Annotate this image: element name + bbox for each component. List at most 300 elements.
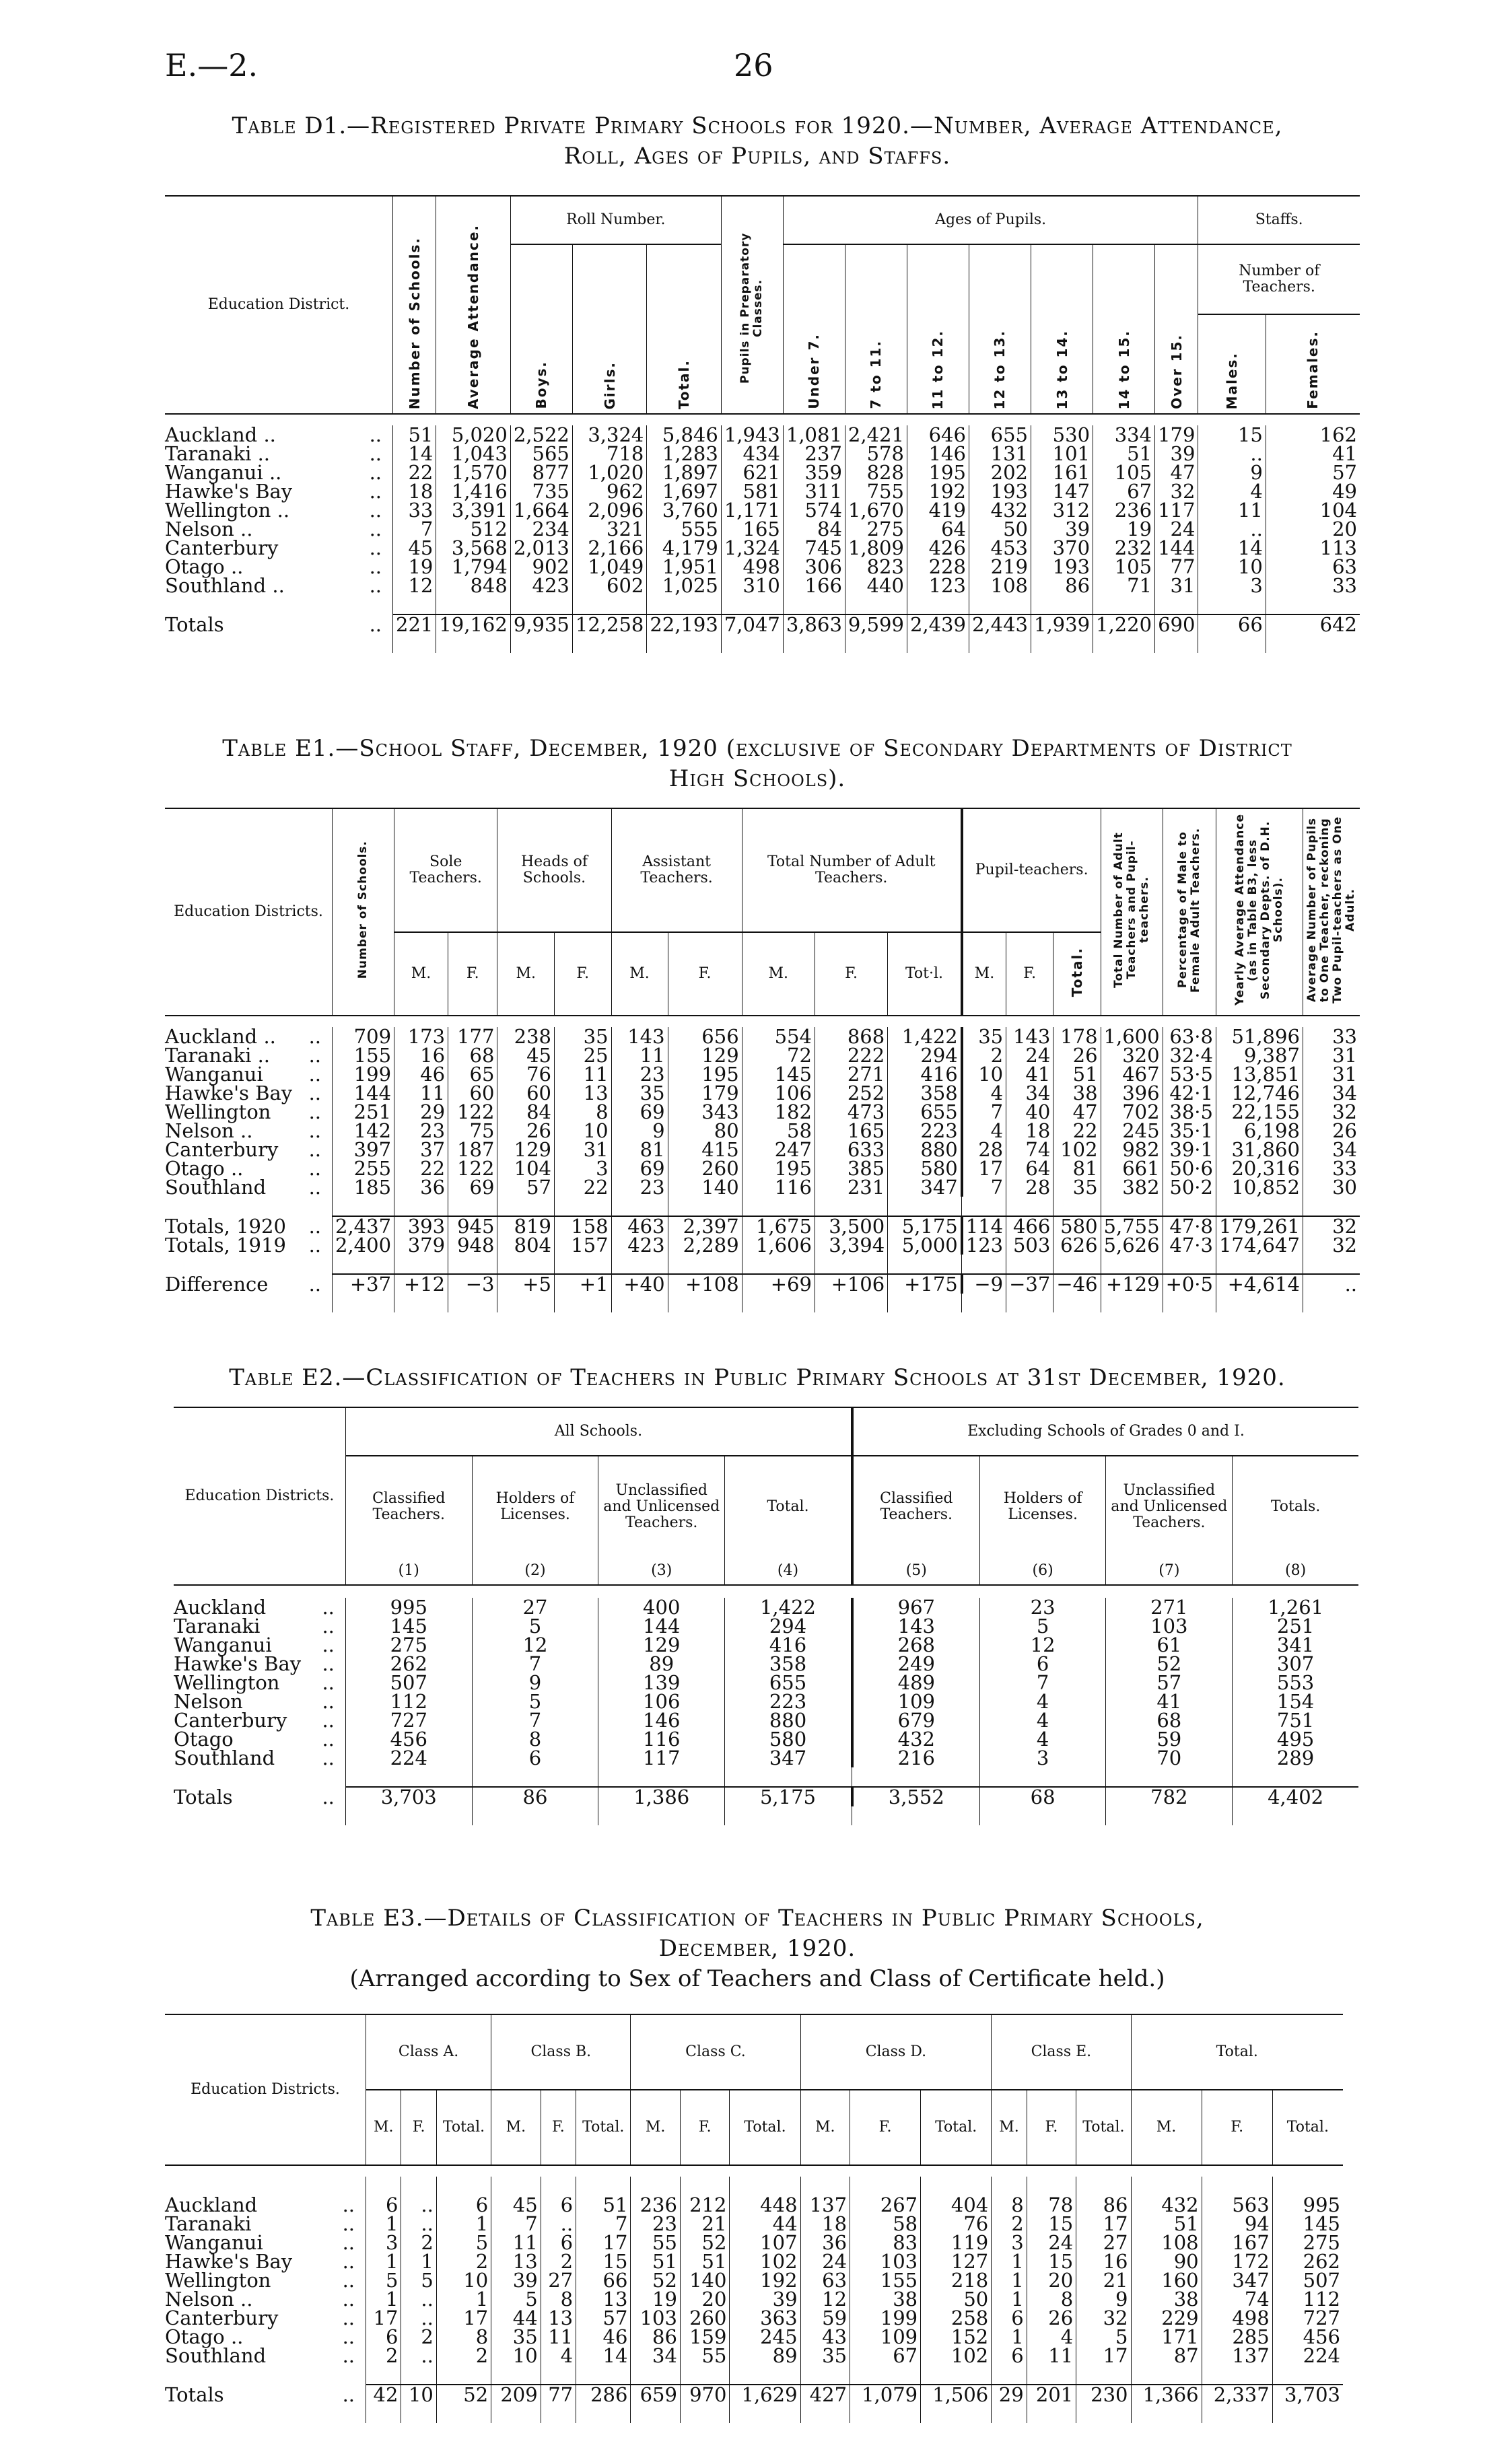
cell-value: 102: [1053, 1140, 1101, 1159]
cell-value: 2: [992, 2214, 1027, 2233]
dot-leader: ..: [342, 2269, 355, 2292]
cell-value: 81: [611, 1140, 668, 1159]
e2-column-number: (8): [1233, 1557, 1358, 1585]
cell-value: ..: [401, 2309, 436, 2327]
cell-value: 877: [510, 463, 572, 482]
cell-value: 193: [1031, 557, 1093, 576]
cell-value: 1,020: [572, 463, 646, 482]
cell-value: 17: [962, 1159, 1006, 1178]
cell-value: 1,629: [730, 2385, 800, 2404]
e1-header-avg-pupils: Average Number of Pupils to One Teacher, reckoning Two Pupil-teachers as One Adult.: [1305, 816, 1357, 1004]
cell-value: 1: [992, 2327, 1027, 2346]
cell-value: 236: [1093, 501, 1155, 520]
cell-value: 9: [472, 1673, 598, 1692]
cell-value: 229: [1131, 2309, 1202, 2327]
cell-value: 370: [1031, 538, 1093, 557]
e2-column-number: (7): [1106, 1557, 1233, 1585]
cell-value: 129: [598, 1635, 725, 1654]
cell-value: 32: [1303, 1102, 1360, 1121]
cell-value: 20: [680, 2290, 730, 2309]
cell-value: 1,697: [647, 482, 721, 501]
dot-leader: ..: [342, 2307, 355, 2329]
cell-value: 36: [394, 1178, 448, 1197]
cell-value: 55: [680, 2346, 730, 2365]
cell-value: 221: [393, 614, 436, 634]
cell-value: 51,896: [1216, 1027, 1303, 1046]
cell-value: 1: [992, 2271, 1027, 2290]
cell-value: 26: [497, 1121, 555, 1140]
table-e2: [174, 1407, 1358, 1825]
table-e3-title-line1: Table E3.—Details of Classification of Teachers in Public Primary Schools,: [310, 1905, 1204, 1932]
cell-value: 77: [1155, 557, 1198, 576]
cell-value: 35: [491, 2327, 541, 2346]
cell-value: 396: [1101, 1084, 1163, 1102]
cell-value: 177: [448, 1027, 497, 1046]
e3-sub-header-total: Total.: [730, 2090, 800, 2165]
e1-header-yearly: Yearly Average Attendance (as in Table B3, less Secondary Depts. of D.H. Schools).: [1233, 814, 1285, 1006]
cell-value: 51: [631, 2252, 681, 2271]
cell-value: 11: [1198, 501, 1266, 520]
cell-value: 633: [815, 1140, 887, 1159]
table-row: [165, 538, 1360, 557]
dot-leader: ..: [322, 1690, 335, 1713]
cell-value: 2,439: [907, 614, 969, 634]
cell-value: 659: [631, 2385, 681, 2404]
e3-sub-header-m: M.: [1131, 2090, 1202, 2165]
cell-value: 108: [969, 576, 1031, 595]
cell-value: 87: [1131, 2346, 1202, 2365]
e3-body: [165, 2177, 1343, 2423]
cell-value: 294: [888, 1046, 962, 1065]
table-row: [165, 501, 1360, 520]
totals-row: [165, 2385, 1343, 2404]
cell-value: 33: [1303, 1027, 1360, 1046]
cell-value: +4,614: [1216, 1274, 1303, 1294]
cell-value: 1,025: [647, 576, 721, 595]
cell-value: 8: [992, 2195, 1027, 2214]
dot-leader: ..: [308, 1138, 321, 1161]
dot-leader: ..: [322, 1728, 335, 1751]
cell-value: 5: [472, 1617, 598, 1635]
cell-value: 1,261: [1233, 1598, 1358, 1617]
cell-value: 275: [1272, 2233, 1343, 2252]
cell-value: 13,851: [1216, 1065, 1303, 1084]
cell-value: 12,258: [572, 614, 646, 634]
cell-value: 64: [1006, 1159, 1053, 1178]
cell-value: 646: [907, 425, 969, 444]
dot-leader: ..: [342, 2212, 355, 2235]
cell-value: 709: [333, 1027, 394, 1046]
cell-value: 1,386: [598, 1787, 725, 1806]
totals-1919-row: [165, 1236, 1360, 1255]
cell-value: 22: [554, 1178, 611, 1197]
cell-value: 27: [1076, 2233, 1131, 2252]
cell-value: 432: [1131, 2195, 1202, 2214]
cell-value: 6: [472, 1749, 598, 1767]
cell-value: 2: [366, 2346, 401, 2365]
e3-sub-header-f: F.: [680, 2090, 730, 2165]
cell-value: 222: [815, 1046, 887, 1065]
cell-value: 3: [1198, 576, 1266, 595]
cell-value: 7,047: [721, 614, 783, 634]
district-name: Totals ..: [174, 1787, 345, 1806]
cell-value: 27: [472, 1598, 598, 1617]
dot-leader: ..: [308, 1234, 321, 1257]
cell-value: 1: [992, 2290, 1027, 2309]
cell-value: 24: [1027, 2233, 1076, 2252]
cell-value: 6: [436, 2195, 491, 2214]
dot-leader: ..: [308, 1100, 321, 1123]
district-name: Southland ..: [165, 1178, 333, 1197]
dot-leader: ..: [322, 1615, 335, 1638]
cell-value: 275: [345, 1635, 472, 1654]
dot-leader: ..: [369, 574, 382, 597]
table-row: [165, 2252, 1343, 2271]
cell-value: 32: [1076, 2309, 1131, 2327]
cell-value: 655: [888, 1102, 962, 1121]
e3-group-header: Class E.: [992, 2014, 1131, 2090]
cell-value: 1,600: [1101, 1027, 1163, 1046]
district-name: Taranaki ..: [174, 1617, 345, 1635]
cell-value: 5,846: [647, 425, 721, 444]
e1-header-pupil-total: Total.: [1068, 947, 1085, 997]
table-row: [174, 1749, 1358, 1767]
cell-value: 144: [598, 1617, 725, 1635]
cell-value: 11: [541, 2327, 576, 2346]
cell-value: 2,096: [572, 501, 646, 520]
cell-value: 165: [815, 1121, 887, 1140]
cell-value: 1: [366, 2252, 401, 2271]
cell-value: 2: [962, 1046, 1006, 1065]
table-row: [174, 1654, 1358, 1673]
cell-value: 57: [1106, 1673, 1233, 1692]
cell-value: +0·5: [1163, 1274, 1216, 1294]
e1-header-assistant: Assistant Teachers.: [611, 808, 742, 932]
cell-value: 35: [962, 1027, 1006, 1046]
cell-value: 735: [510, 482, 572, 501]
cell-value: 84: [497, 1102, 555, 1121]
cell-value: 3,568: [436, 538, 510, 557]
cell-value: 51: [680, 2252, 730, 2271]
cell-value: 116: [742, 1178, 815, 1197]
e3-sub-header-f: F.: [401, 2090, 436, 2165]
cell-value: 47: [1155, 463, 1198, 482]
e1-header-pupil: Pupil-teachers.: [962, 808, 1101, 932]
district-name: Otago ..: [174, 1730, 345, 1749]
e1-header-heads-m: M.: [497, 932, 555, 1016]
table-row: [165, 1102, 1360, 1121]
cell-value: 29: [394, 1102, 448, 1121]
cell-value: 6,198: [1216, 1121, 1303, 1140]
cell-value: 78: [1027, 2195, 1076, 2214]
cell-value: 105: [1093, 463, 1155, 482]
cell-value: 363: [730, 2309, 800, 2327]
cell-value: 58: [742, 1121, 815, 1140]
cell-value: 117: [598, 1749, 725, 1767]
cell-value: 192: [730, 2271, 800, 2290]
cell-value: ..: [401, 2346, 436, 2365]
e3-sub-header-m: M.: [366, 2090, 401, 2165]
cell-value: 159: [680, 2327, 730, 2346]
cell-value: 3,500: [815, 1216, 887, 1236]
cell-value: 39: [730, 2290, 800, 2309]
cell-value: 35·1: [1163, 1121, 1216, 1140]
cell-value: 83: [850, 2233, 921, 2252]
district-name: Nelson ..: [174, 1692, 345, 1711]
cell-value: 10: [401, 2385, 436, 2404]
e1-header-sole: Sole Teachers.: [394, 808, 497, 932]
cell-value: 2,397: [668, 1216, 742, 1236]
cell-value: 275: [845, 520, 907, 538]
e1-header-sole-f: F.: [448, 932, 497, 1016]
e1-header-pupil-m: M.: [962, 932, 1006, 1016]
cell-value: 40: [1006, 1102, 1053, 1121]
e2-column-number: (6): [979, 1557, 1106, 1585]
cell-value: 574: [783, 501, 845, 520]
cell-value: 251: [1233, 1617, 1358, 1635]
cell-value: 5: [491, 2290, 541, 2309]
cell-value: −46: [1053, 1274, 1101, 1294]
e3-sub-header-f: F.: [1027, 2090, 1076, 2165]
cell-value: 5: [979, 1617, 1106, 1635]
cell-value: 512: [436, 520, 510, 538]
cell-value: 7: [472, 1654, 598, 1673]
e3-sub-header-total: Total.: [576, 2090, 631, 2165]
cell-value: 10: [962, 1065, 1006, 1084]
cell-value: 33: [1303, 1159, 1360, 1178]
cell-value: 171: [1131, 2327, 1202, 2346]
district-name: Canterbury ..: [165, 2309, 366, 2327]
cell-value: 432: [852, 1730, 979, 1749]
cell-value: 2: [401, 2327, 436, 2346]
cell-value: 66: [576, 2271, 631, 2290]
cell-value: 347: [725, 1749, 852, 1767]
dot-leader: ..: [308, 1157, 321, 1180]
cell-value: 4: [541, 2346, 576, 2365]
cell-value: 17: [436, 2309, 491, 2327]
cell-value: 1,422: [725, 1598, 852, 1617]
cell-value: 22: [393, 463, 436, 482]
d1-header-boys: Boys.: [533, 361, 550, 409]
table-row: [165, 1084, 1360, 1102]
separator-row: [165, 1294, 1360, 1312]
cell-value: 173: [394, 1027, 448, 1046]
e2-column-number: (4): [725, 1557, 852, 1585]
cell-value: 1: [436, 2290, 491, 2309]
table-row: [165, 2214, 1343, 2233]
cell-value: 11: [1027, 2346, 1076, 2365]
cell-value: 51: [1053, 1065, 1101, 1084]
cell-value: 187: [448, 1140, 497, 1159]
cell-value: 39: [1031, 520, 1093, 538]
cell-value: 10: [491, 2346, 541, 2365]
cell-value: 144: [1155, 538, 1198, 557]
e3-sub-header-m: M.: [992, 2090, 1027, 2165]
cell-value: 219: [969, 557, 1031, 576]
cell-value: 45: [393, 538, 436, 557]
table-e1-title-line2: High Schools).: [668, 765, 846, 792]
dot-leader: ..: [322, 1785, 335, 1808]
district-name: Wanganui ..: [165, 2233, 366, 2252]
cell-value: 6: [992, 2346, 1027, 2365]
table-row: [174, 1673, 1358, 1692]
cell-value: +37: [333, 1274, 394, 1294]
cell-value: −9: [962, 1274, 1006, 1294]
cell-value: 9: [1198, 463, 1266, 482]
cell-value: 467: [1101, 1065, 1163, 1084]
cell-value: 385: [815, 1159, 887, 1178]
cell-value: 656: [668, 1027, 742, 1046]
cell-value: 26: [1053, 1046, 1101, 1065]
cell-value: 63: [800, 2271, 850, 2290]
cell-value: 129: [497, 1140, 555, 1159]
district-name: Southland ..: [174, 1749, 345, 1767]
table-e3-subtitle: (Arranged according to Sex of Teachers and Class of Certificate held.): [349, 1965, 1165, 1992]
e1-header-district: Education Districts.: [174, 903, 323, 920]
cell-value: 31: [1303, 1065, 1360, 1084]
cell-value: 161: [1031, 463, 1093, 482]
table-row: [174, 1730, 1358, 1749]
cell-value: 45: [491, 2195, 541, 2214]
cell-value: 21: [1076, 2271, 1131, 2290]
cell-value: 379: [394, 1236, 448, 1255]
cell-value: 21: [680, 2214, 730, 2233]
cell-value: 262: [1272, 2252, 1343, 2271]
cell-value: 57: [497, 1178, 555, 1197]
cell-value: 828: [845, 463, 907, 482]
cell-value: 58: [850, 2214, 921, 2233]
cell-value: 498: [1202, 2309, 1272, 2327]
cell-value: 104: [497, 1159, 555, 1178]
cell-value: 101: [1031, 444, 1093, 463]
cell-value: 995: [1272, 2195, 1343, 2214]
cell-value: 112: [345, 1692, 472, 1711]
cell-value: 60: [448, 1084, 497, 1102]
table-row: [174, 1711, 1358, 1730]
cell-value: 32: [1303, 1216, 1360, 1236]
cell-value: 140: [680, 2271, 730, 2290]
cell-value: 84: [783, 520, 845, 538]
cell-value: 8: [436, 2327, 491, 2346]
d1-header-males: Males.: [1224, 351, 1241, 409]
cell-value: 10: [554, 1121, 611, 1140]
e3-group-header: Class C.: [631, 2014, 800, 2090]
cell-value: 655: [969, 425, 1031, 444]
district-name: Auckland ..: [174, 1598, 345, 1617]
cell-value: 16: [1076, 2252, 1131, 2271]
cell-value: 16: [394, 1046, 448, 1065]
d1-header-attendance: Average Attendance.: [465, 223, 482, 409]
cell-value: 34: [631, 2346, 681, 2365]
cell-value: 5: [472, 1692, 598, 1711]
cell-value: 67: [1093, 482, 1155, 501]
cell-value: 1,897: [647, 463, 721, 482]
cell-value: 33: [1266, 576, 1360, 595]
cell-value: 52: [436, 2385, 491, 2404]
cell-value: 260: [680, 2309, 730, 2327]
cell-value: 6: [366, 2195, 401, 2214]
dot-leader: ..: [322, 1671, 335, 1694]
dot-leader: ..: [322, 1596, 335, 1619]
cell-value: 1,670: [845, 501, 907, 520]
cell-value: 119: [921, 2233, 992, 2252]
cell-value: 39·1: [1163, 1140, 1216, 1159]
d1-header-females: Females.: [1305, 330, 1321, 409]
cell-value: 103: [850, 2252, 921, 2271]
district-name: Totals ..: [165, 614, 393, 634]
cell-value: 195: [668, 1065, 742, 1084]
cell-value: 14: [393, 444, 436, 463]
cell-value: 580: [1053, 1216, 1101, 1236]
cell-value: 192: [907, 482, 969, 501]
cell-value: 44: [491, 2309, 541, 2327]
cell-value: 463: [611, 1216, 668, 1236]
cell-value: 31,860: [1216, 1140, 1303, 1159]
table-e1-title-line1: Table E1.—School Staff, December, 1920 (exclusive of Secondary Departments of District: [222, 735, 1292, 762]
cell-value: 1,506: [921, 2385, 992, 2404]
d1-body: [165, 425, 1360, 653]
district-name: Hawke's Bay ..: [165, 482, 393, 501]
e3-sub-header-f: F.: [850, 2090, 921, 2165]
cell-value: 236: [631, 2195, 681, 2214]
cell-value: 74: [1006, 1140, 1053, 1159]
d1-header-7to11: 7 to 11.: [868, 340, 885, 409]
cell-value: 1,324: [721, 538, 783, 557]
e2-column-header: Unclassified and Unlicensed Teachers.: [598, 1456, 725, 1557]
cell-value: 3: [992, 2233, 1027, 2252]
table-d1: [165, 195, 1360, 653]
table-row: [165, 1065, 1360, 1084]
dot-leader: ..: [308, 1044, 321, 1067]
cell-value: +129: [1101, 1274, 1163, 1294]
cell-value: 819: [497, 1216, 555, 1236]
cell-value: 47·8: [1163, 1216, 1216, 1236]
cell-value: 37: [394, 1140, 448, 1159]
cell-value: 563: [1202, 2195, 1272, 2214]
cell-value: 2,166: [572, 538, 646, 557]
cell-value: 12: [393, 576, 436, 595]
cell-value: ..: [541, 2214, 576, 2233]
cell-value: 11: [611, 1046, 668, 1065]
cell-value: 3,394: [815, 1236, 887, 1255]
cell-value: 57: [1266, 463, 1360, 482]
cell-value: 271: [815, 1065, 887, 1084]
cell-value: 341: [1233, 1635, 1358, 1654]
cell-value: 107: [730, 2233, 800, 2252]
cell-value: +69: [742, 1274, 815, 1294]
cell-value: 201: [1027, 2385, 1076, 2404]
cell-value: 46: [576, 2327, 631, 2346]
cell-value: 123: [962, 1236, 1006, 1255]
cell-value: 473: [815, 1102, 887, 1121]
cell-value: 419: [907, 501, 969, 520]
e3-group-header: Class A.: [366, 2014, 491, 2090]
cell-value: 35: [611, 1084, 668, 1102]
cell-value: 312: [1031, 501, 1093, 520]
cell-value: 823: [845, 557, 907, 576]
cell-value: 945: [448, 1216, 497, 1236]
e3-sub-header-m: M.: [491, 2090, 541, 2165]
separator-row: [174, 1806, 1358, 1825]
cell-value: 7: [576, 2214, 631, 2233]
cell-value: 231: [815, 1178, 887, 1197]
e2-column-number: (2): [472, 1557, 598, 1585]
dot-leader: ..: [308, 1063, 321, 1086]
cell-value: 1,079: [850, 2385, 921, 2404]
e2-column-header: Holders of Licenses.: [979, 1456, 1106, 1557]
cell-value: 267: [850, 2195, 921, 2214]
cell-value: 158: [554, 1216, 611, 1236]
